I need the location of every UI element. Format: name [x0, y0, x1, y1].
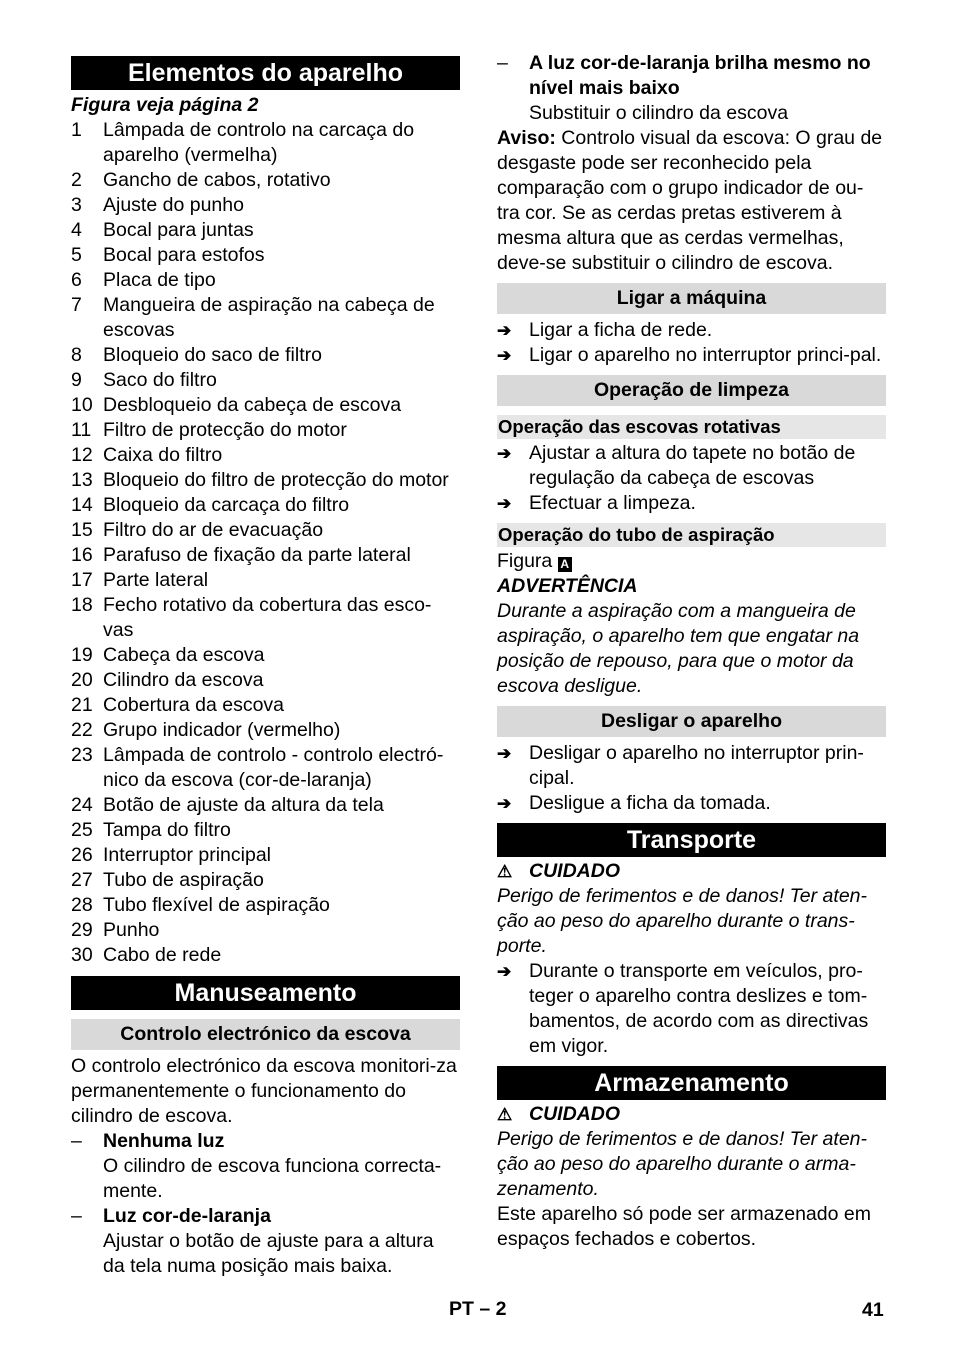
item-number: 28: [71, 894, 93, 916]
armazenamento-text: Este aparelho só pode ser armazenado em espaços fechados e cobertos.: [497, 1203, 871, 1250]
item-label: Caixa do filtro: [103, 444, 223, 466]
item-number: 16: [71, 544, 93, 566]
item-label: Mangueira de aspiração na cabeça de escovas: [103, 294, 435, 341]
item-label: Cabo de rede: [103, 944, 222, 966]
section-heading-armazenamento: Armazenamento: [497, 1066, 886, 1100]
armazenamento-warning: Perigo de ferimentos e de danos! Ter aten-ção ao peso do aparelho durante o arma-zenamento.: [497, 1128, 868, 1200]
warning-icon: ⚠: [497, 862, 513, 881]
item-number: 26: [71, 844, 93, 866]
subheading-escovas: Operação das escovas rotativas: [497, 415, 886, 439]
item-label: Ajuste do punho: [103, 194, 244, 216]
list-item: [71, 343, 460, 368]
item-label: Parte lateral: [103, 569, 209, 591]
arrow-icon: ➔: [497, 794, 512, 813]
item-number: 20: [71, 669, 93, 691]
cuidado-line: ⚠ CUIDADO: [497, 1103, 620, 1125]
item-label: Bocal para estofos: [103, 244, 265, 266]
item-number: 9: [71, 369, 82, 391]
list-item: [71, 493, 460, 518]
item-number: 15: [71, 519, 93, 541]
item-label: Tampa do filtro: [103, 819, 231, 841]
list-item: [71, 418, 460, 443]
list-item: [71, 543, 460, 568]
list-item: ➔ Ligar a ficha de rede.: [497, 319, 713, 341]
item-number: 4: [71, 219, 82, 241]
list-item: [71, 368, 460, 393]
list-item: [71, 243, 460, 268]
item-label: Bloqueio do saco de filtro: [103, 344, 322, 366]
page-number: 41: [862, 1299, 884, 1321]
item-number: 6: [71, 269, 82, 291]
item-number: 11: [71, 419, 92, 441]
item-number: 12: [71, 444, 93, 466]
arrow-icon: ➔: [497, 444, 512, 463]
list-item: [71, 743, 460, 793]
item-label: Bloqueio do filtro de protecção do motor: [103, 469, 449, 491]
list-item: [71, 193, 460, 218]
warning-icon: ⚠: [497, 1105, 513, 1124]
item-label: Punho: [103, 919, 160, 941]
advertencia-text: Durante a aspiração com a mangueira de aspiração, o aparelho tem que engatar na posição de repouso, para que o motor da escova desligue.: [497, 600, 860, 697]
item-number: 3: [71, 194, 82, 216]
item-number: 19: [71, 644, 93, 666]
item-label: Tubo flexível de aspiração: [103, 894, 330, 916]
item-number: 29: [71, 919, 93, 941]
item-label: Interruptor principal: [103, 844, 271, 866]
item-label: Filtro do ar de evacuação: [103, 519, 324, 541]
aviso-paragraph: Aviso: Controlo visual da escova: O grau de desgaste pode ser reconhecido pela comparação com o grupo indicador de ou-tra cor. Se as cerdas pretas estiverem à mesma altura que as cerdas vermelhas, deve-se substituir o cilindro de escova.: [497, 127, 883, 274]
item-label: Cabeça da escova: [103, 644, 265, 666]
item-label: Desbloqueio da cabeça de escova: [103, 394, 402, 416]
item-number: 14: [71, 494, 93, 516]
section-heading-manuseamento: Manuseamento: [71, 976, 460, 1010]
item-label: Lâmpada de controlo na carcaça do aparelho (vermelha): [103, 119, 415, 166]
list-item: – Nenhuma luz: [71, 1129, 460, 1154]
item-label: Gancho de cabos, rotativo: [103, 169, 331, 191]
arrow-icon: ➔: [497, 744, 512, 763]
item-number: 22: [71, 719, 93, 741]
item-label: Grupo indicador (vermelho): [103, 719, 341, 741]
subheading-controlo: Controlo electrónico da escova: [71, 1019, 460, 1050]
item-number: 8: [71, 344, 82, 366]
item-number: 21: [71, 694, 93, 716]
item-label: Lâmpada de controlo - controlo electró-nico da escova (cor-de-laranja): [103, 744, 444, 791]
dash-label: Luz cor-de-laranja: [103, 1205, 271, 1227]
item-label: Bocal para juntas: [103, 219, 254, 241]
list-item: [71, 293, 460, 343]
list-item: ➔ Ajustar a altura do tapete no botão de regulação da cabeça de escovas: [497, 442, 856, 489]
list-item: [71, 518, 460, 543]
list-item: [71, 893, 460, 918]
footer-language-page: PT – 2: [449, 1298, 507, 1320]
list-item: [71, 668, 460, 693]
item-label: Placa de tipo: [103, 269, 216, 291]
item-label: Cobertura da escova: [103, 694, 285, 716]
list-item: [71, 793, 460, 818]
subheading-operacao: Operação de limpeza: [497, 375, 886, 406]
list-item: – Luz cor-de-laranja: [71, 1204, 460, 1229]
item-label: Parafuso de fixação da parte lateral: [103, 544, 411, 566]
subheading-ligar: Ligar a máquina: [497, 283, 886, 314]
component-list: [71, 118, 460, 968]
item-number: 1: [71, 119, 82, 141]
list-item: [71, 693, 460, 718]
list-item: [71, 643, 460, 668]
list-item: [71, 268, 460, 293]
item-number: 13: [71, 469, 93, 491]
list-item: ➔ Durante o transporte em veículos, pro-teger o aparelho contra deslizes e tom-bamentos, de acordo com as directivas em vigor.: [497, 960, 869, 1057]
dash-text: Ajustar o botão de ajuste para a altura da tela numa posição mais baixa.: [103, 1230, 434, 1277]
figure-letter-badge: A: [558, 557, 572, 572]
list-item: [71, 943, 460, 968]
section-heading-transporte: Transporte: [497, 823, 886, 857]
list-item: – A luz cor-de-laranja brilha mesmo no nível mais baixo: [497, 51, 886, 101]
item-label: Filtro de protecção do motor: [103, 419, 347, 441]
cuidado-line: ⚠ CUIDADO: [497, 860, 620, 882]
list-item: ➔ Desligue a ficha da tomada.: [497, 792, 771, 814]
dash-text: Substituir o cilindro da escova: [529, 102, 789, 124]
arrow-icon: ➔: [497, 494, 512, 513]
list-item: [71, 818, 460, 843]
item-number: 18: [71, 594, 93, 616]
dash-label: Nenhuma luz: [103, 1130, 225, 1152]
item-label: Bloqueio da carcaça do filtro: [103, 494, 350, 516]
list-item: [71, 718, 460, 743]
item-label: Botão de ajuste da altura da tela: [103, 794, 384, 816]
arrow-icon: ➔: [497, 321, 512, 340]
transporte-warning: Perigo de ferimentos e de danos! Ter aten-ção ao peso do aparelho durante o trans-porte.: [497, 885, 868, 957]
item-number: 25: [71, 819, 93, 841]
controlo-paragraph: O controlo electrónico da escova monitori-za permanentemente o funcionamento do cilindro de escova.: [71, 1055, 457, 1127]
list-item: [71, 843, 460, 868]
list-item: [71, 443, 460, 468]
arrow-icon: ➔: [497, 962, 512, 981]
list-item: [71, 593, 460, 643]
left-column: [71, 56, 460, 1279]
item-number: 10: [71, 394, 93, 416]
subheading-desligar: Desligar o aparelho: [497, 706, 886, 737]
list-item: [71, 468, 460, 493]
item-label: Fecho rotativo da cobertura das esco-vas: [103, 594, 432, 641]
item-number: 5: [71, 244, 82, 266]
item-label: Tubo de aspiração: [103, 869, 264, 891]
item-number: 24: [71, 794, 93, 816]
figure-reference: Figura veja página 2: [71, 94, 259, 116]
list-item: ➔ Ligar o aparelho no interruptor princi-pal.: [497, 344, 882, 366]
list-item: [71, 393, 460, 418]
item-number: 23: [71, 744, 93, 766]
list-item: ➔ Efectuar a limpeza.: [497, 492, 696, 514]
arrow-icon: ➔: [497, 346, 512, 365]
list-item: [71, 168, 460, 193]
list-item: [71, 918, 460, 943]
item-label: Cilindro da escova: [103, 669, 264, 691]
item-label: Saco do filtro: [103, 369, 217, 391]
list-item: [71, 118, 460, 168]
dash-label: A luz cor-de-laranja brilha mesmo no nível mais baixo: [529, 52, 871, 99]
item-number: 7: [71, 294, 82, 316]
item-number: 2: [71, 169, 82, 191]
dash-text: O cilindro de escova funciona correcta-mente.: [103, 1155, 442, 1202]
list-item: ➔ Desligar o aparelho no interruptor prin-cipal.: [497, 742, 864, 789]
right-column: [497, 51, 886, 1252]
list-item: [71, 568, 460, 593]
list-item: [71, 868, 460, 893]
subheading-tubo: Operação do tubo de aspiração: [497, 523, 886, 547]
advertencia-label: ADVERTÊNCIA: [497, 575, 638, 597]
section-heading-elementos: Elementos do aparelho: [71, 56, 460, 90]
item-number: 30: [71, 944, 93, 966]
list-item: [71, 218, 460, 243]
figure-line: Figura A: [497, 549, 886, 574]
item-number: 27: [71, 869, 93, 891]
item-number: 17: [71, 569, 93, 591]
